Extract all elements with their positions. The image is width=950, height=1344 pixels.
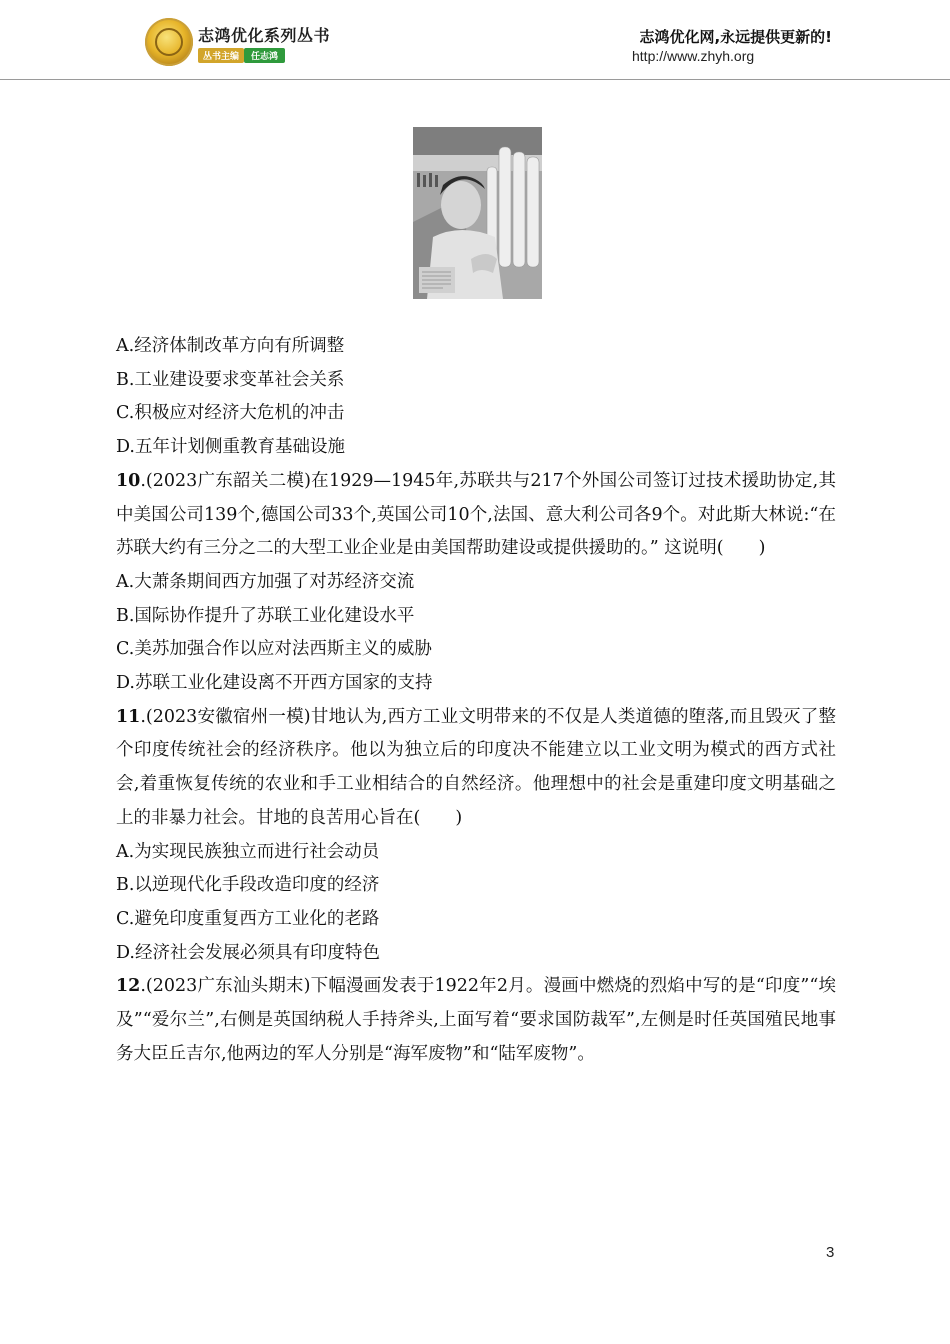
q11-number: 11 <box>116 706 141 727</box>
series-logo-icon <box>145 18 193 66</box>
q11-stem-text: .(2023安徽宿州一模)甘地认为,西方工业文明带来的不仅是人类道德的堕落,而且毁灭了整个印度传统社会的经济秩序。他以为独立后的印度决不能建立以工业文明为模式的西方式社会,着重恢复传统的农业和手工业相结合的自然经济。他理想中的社会是重建印度文明基础之上的非暴力社会。甘地的良苦用心旨在( ) <box>116 706 836 828</box>
question-content <box>116 330 836 1071</box>
page-header <box>0 0 950 80</box>
q12-stem-text: .(2023广东汕头期末)下幅漫画发表于1922年2月。漫画中燃烧的烈焰中写的是“印度”“埃及”“爱尔兰”,右侧是英国纳税人手持斧头,上面写着“要求国防裁军”,左侧是时任英国殖民地事务大臣丘吉尔,他两边的军人分别是“海军废物”和“陆军废物”。 <box>116 976 836 1064</box>
q11-option-b: B.以逆现代化手段改造印度的经济 <box>116 875 380 896</box>
header-slogan: 志鸿优化网,永远提供更新的! <box>639 28 832 46</box>
q10-option-d: D.苏联工业化建设离不开西方国家的支持 <box>116 673 433 694</box>
q10-option-b: B.国际协作提升了苏联工业化建设水平 <box>116 605 415 626</box>
q10-option-a: A.大萧条期间西方加强了对苏经济交流 <box>116 571 415 592</box>
q12-number: 12 <box>116 976 141 997</box>
q9-option-d: D.五年计划侧重教育基础设施 <box>116 437 345 458</box>
q9-option-c: C.积极应对经济大危机的冲击 <box>116 403 345 424</box>
page-number: 3 <box>826 1244 835 1261</box>
q9-option-b: B.工业建设要求变革社会关系 <box>116 369 345 390</box>
editor-name: 任志鸿 <box>244 48 285 63</box>
poster-image <box>413 127 542 299</box>
header-divider <box>0 79 950 80</box>
q12-stem <box>116 970 836 1071</box>
editor-label: 丛书主编 <box>198 48 244 63</box>
q10-stem-text: .(2023广东韶关二模)在1929—1945年,苏联共与217个外国公司签订过技术援助协定,其中美国公司139个,德国公司33个,英国公司10个,法国、意大利公司各9个。对此斯大林说:“在苏联大约有三分之二的大型工业企业是由美国帮助建设或提供援助的。” 这说明( ) <box>116 470 836 559</box>
header-url: http://www.zhyh.org <box>632 48 755 64</box>
series-title: 志鸿优化系列丛书 <box>198 26 331 45</box>
q10-option-c: C.美苏加强合作以应对法西斯主义的威胁 <box>116 639 432 660</box>
q10-stem <box>116 465 836 566</box>
q10-number: 10 <box>116 470 141 491</box>
q11-option-d: D.经济社会发展必须具有印度特色 <box>116 942 380 963</box>
q11-option-c: C.避免印度重复西方工业化的老路 <box>116 908 380 929</box>
q11-stem <box>116 701 836 836</box>
q9-option-a: A.经济体制改革方向有所调整 <box>116 336 345 356</box>
q11-option-a: A.为实现民族独立而进行社会动员 <box>116 841 380 862</box>
